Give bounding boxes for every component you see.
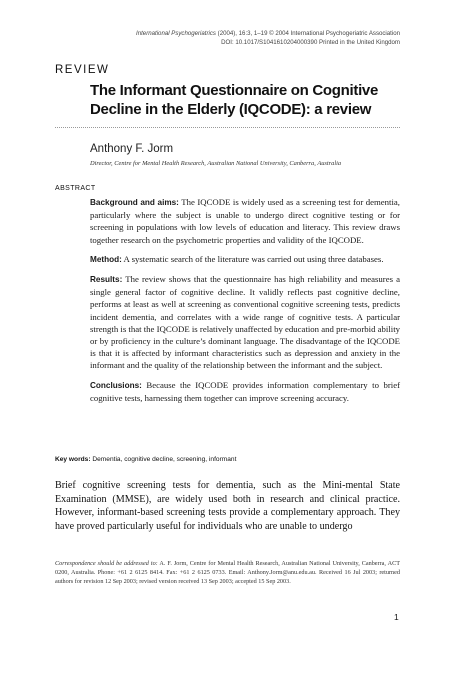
abstract-method-label: Method: — [90, 254, 122, 264]
abstract-conclusions — [90, 379, 400, 404]
section-label: REVIEW — [55, 64, 110, 76]
correspondence-note — [55, 559, 400, 587]
abstract-method — [90, 253, 400, 266]
intro-paragraph: Brief cognitive screening tests for dementia, such as the Mini-mental State Examination (MMSE), are widely used both in research and clinical practice. However, informant-based screening tests provide a complementary approach. They have proved particularly useful for individuals who are unable to undergo — [55, 480, 400, 532]
abstract-background — [90, 196, 400, 246]
correspondence-label: Correspondence should be addressed to: — [55, 560, 158, 567]
abstract-method-text: A systematic search of the literature was carried out using three databases. — [121, 253, 384, 264]
abstract-conclusions-text: Because the IQCODE provides information complementary to brief cognitive tests, harnessing them together can improve screening accuracy. — [90, 379, 400, 403]
abstract-body — [90, 196, 400, 411]
abstract-results-text: The review shows that the questionnaire has high reliability and measures a single general factor of cognitive decline. It validly reflects past cognitive decline, performs at least as well at screening as conventional cognitive screening tests, predicts incident dementia, and correlates with a wide range of cognitive tests. A particular strength is that the IQCODE is relatively unaffected by education and pre-morbid ability or by proficiency in the culture’s dominant language. The disadvantage of the IQCODE is that it is affected by informant characteristics such as depression and anxiety in the informant and the quality of the relationship between the informant and the subject. — [90, 274, 400, 371]
body-text — [55, 479, 400, 533]
abstract-heading: ABSTRACT — [55, 185, 96, 192]
abstract-conclusions-label: Conclusions: — [90, 380, 142, 390]
keywords — [55, 456, 405, 463]
author-name: Anthony F. Jorm — [90, 143, 174, 155]
abstract-results — [90, 273, 400, 372]
citation-details: (2004), 16:3, 1–19 © 2004 International Psychogeriatric Association — [215, 30, 400, 37]
abstract-results-label: Results: — [90, 275, 123, 285]
abstract-background-text: The IQCODE is widely used as a screening test for dementia, particularly where the subject is unable to undergo direct cognitive testing or for screening in populations with low levels of education and literacy. This review draws together research on the psychometric properties and validity of the IQCODE. — [90, 197, 400, 245]
title-divider — [55, 127, 400, 128]
abstract-background-label: Background and aims: — [90, 198, 179, 207]
title-line-1: The Informant Questionnaire on Cognitive — [90, 82, 379, 99]
keywords-text: Dementia, cognitive decline, screening, informant — [90, 456, 237, 463]
title-line-2: Decline in the Elderly (IQCODE): a review — [90, 101, 372, 118]
journal-name: International Psychogeriatrics — [136, 30, 216, 37]
author-affiliation: Director, Centre for Mental Health Research, Australian National University, Canberra, Australia — [90, 160, 342, 167]
citation-line — [80, 30, 400, 39]
doi-line: DOI: 10.1017/S1041610204000390 Printed in the United Kingdom — [221, 38, 400, 46]
keywords-label: Key words: — [55, 456, 91, 463]
journal-citation — [80, 30, 400, 47]
article-title — [90, 81, 430, 119]
correspondence-text: A. F. Jorm, Centre for Mental Health Research, Australian National University, Canberra, ACT 0200, Australia. Phone: +61 2 6125 8414. Fax: +61 2 6125 0733. Email: Anthony.Jorm@anu.edu.au. Received 16 Jul 2003; returned authors for revision 12 Sep 2003; revised version received 13 Sep 2003; accepted 15 Sep 2003. — [55, 560, 400, 586]
page-number: 1 — [394, 612, 399, 622]
